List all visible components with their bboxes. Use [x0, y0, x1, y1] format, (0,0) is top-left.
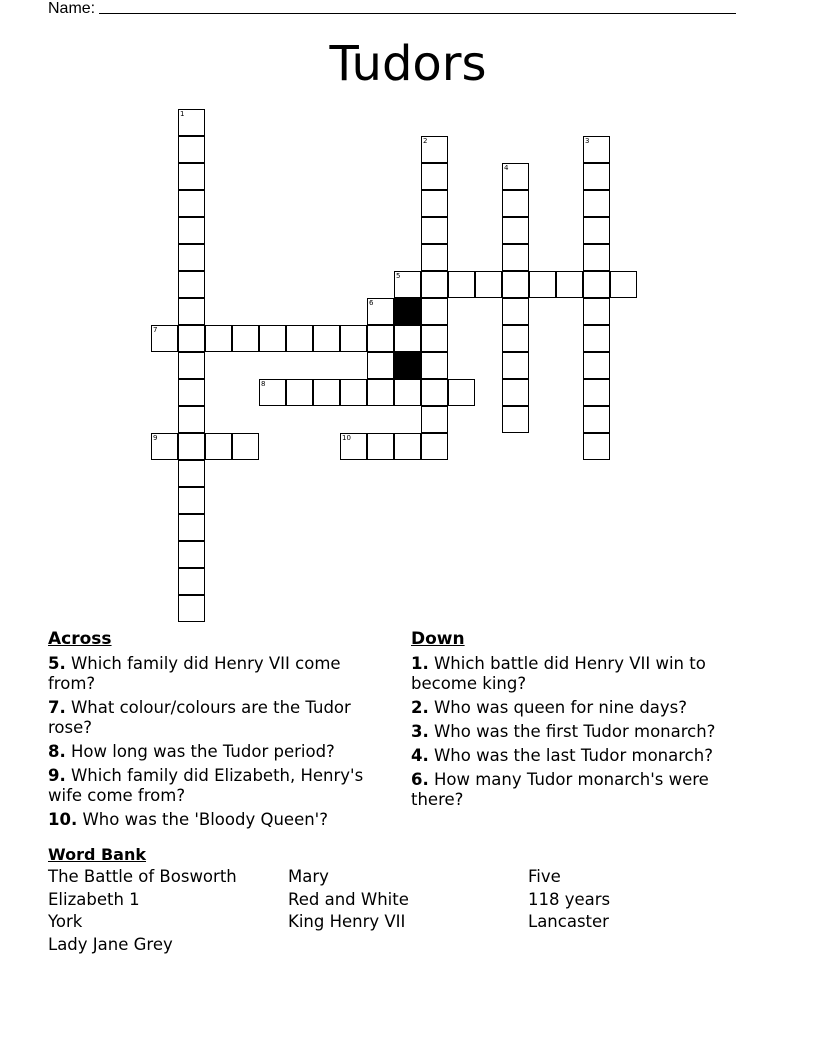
clue-label-number: 7. [48, 698, 66, 717]
down-clue [411, 698, 756, 718]
crossword-cell[interactable] [502, 271, 529, 298]
crossword-cell[interactable] [367, 379, 394, 406]
clue-text: How many Tudor monarch's were there? [411, 770, 709, 809]
crossword-cell[interactable] [583, 325, 610, 352]
clue-label-number: 5. [48, 654, 66, 673]
crossword-cell[interactable] [286, 325, 313, 352]
crossword-cell[interactable] [502, 217, 529, 244]
word-bank-item: 118 years [528, 889, 611, 909]
crossword-cell[interactable] [178, 487, 205, 514]
clue-label-number: 6. [411, 770, 429, 789]
clue-text: Which battle did Henry VII win to become king? [411, 654, 706, 693]
crossword-cell[interactable] [394, 379, 421, 406]
crossword-cell[interactable] [178, 298, 205, 325]
crossword-cell[interactable] [583, 352, 610, 379]
crossword-cell[interactable] [421, 217, 448, 244]
crossword-cell[interactable] [178, 514, 205, 541]
down-heading: Down [411, 629, 465, 649]
crossword-cell[interactable] [502, 352, 529, 379]
crossword-cell[interactable] [556, 271, 583, 298]
crossword-cell[interactable] [151, 433, 178, 460]
crossword-cell[interactable] [178, 163, 205, 190]
crossword-cell[interactable] [286, 379, 313, 406]
crossword-cell[interactable] [178, 352, 205, 379]
across-clue [48, 810, 388, 830]
crossword-cell[interactable] [178, 568, 205, 595]
clue-label-number: 9. [48, 766, 66, 785]
crossword-cell[interactable] [178, 325, 205, 352]
clue-label-number: 4. [411, 746, 429, 765]
crossword-cell[interactable] [259, 379, 286, 406]
crossword-cell[interactable] [475, 271, 502, 298]
crossword-cell[interactable] [421, 163, 448, 190]
crossword-cell[interactable] [313, 379, 340, 406]
across-clue-list [48, 654, 388, 830]
crossword-cell[interactable] [448, 271, 475, 298]
clue-number: 7 [153, 326, 158, 334]
clue-label-number: 1. [411, 654, 429, 673]
crossword-cell[interactable] [583, 406, 610, 433]
crossword-cell[interactable] [313, 325, 340, 352]
clue-number: 8 [261, 380, 266, 388]
crossword-cell[interactable] [502, 379, 529, 406]
clue-text: What colour/colours are the Tudor rose? [48, 698, 351, 737]
clue-label-number: 2. [411, 698, 429, 717]
page-title: Tudors [329, 36, 487, 92]
crossword-cell[interactable] [502, 325, 529, 352]
word-bank-heading: Word Bank [48, 845, 147, 864]
crossword-cell[interactable] [178, 541, 205, 568]
crossword-cell[interactable] [178, 190, 205, 217]
word-bank-item: King Henry VII [288, 912, 406, 931]
word-bank-item: Lady Jane Grey [48, 934, 173, 954]
crossword-cell[interactable] [340, 433, 367, 460]
crossword-cell[interactable] [502, 406, 529, 433]
crossword-cell[interactable] [394, 433, 421, 460]
across-heading: Across [48, 629, 112, 649]
crossword-cell[interactable] [394, 271, 421, 298]
crossword-cell[interactable] [367, 298, 394, 325]
word-bank-item: Red and White [288, 889, 409, 909]
crossword-cell[interactable] [421, 433, 448, 460]
crossword-cell[interactable] [502, 244, 529, 271]
crossword-cell[interactable] [502, 163, 529, 190]
crossword-cell[interactable] [394, 325, 421, 352]
clue-text: Which family did Elizabeth, Henry's wife come from? [48, 766, 364, 805]
crossword-cell[interactable] [421, 325, 448, 352]
crossword-cell[interactable] [583, 163, 610, 190]
crossword-cell[interactable] [178, 271, 205, 298]
clue-label-number: 10. [48, 810, 78, 829]
down-clue [411, 770, 756, 810]
crossword-cell[interactable] [583, 217, 610, 244]
crossword-cell[interactable] [448, 379, 475, 406]
crossword-cell[interactable] [340, 325, 367, 352]
crossword-cell[interactable] [178, 109, 205, 136]
down-clue [411, 654, 756, 694]
crossword-cell[interactable] [583, 271, 610, 298]
clue-number: 9 [153, 434, 158, 442]
clue-text: Which family did Henry VII come from? [48, 654, 341, 693]
crossword-cell[interactable] [178, 406, 205, 433]
clue-number: 1 [180, 110, 185, 118]
crossword-cell[interactable] [583, 190, 610, 217]
crossword-cell[interactable] [178, 217, 205, 244]
crossword-cell[interactable] [151, 325, 178, 352]
word-bank-item: Elizabeth 1 [48, 889, 140, 909]
crossword-cell[interactable] [178, 433, 205, 460]
crossword-cell[interactable] [178, 460, 205, 487]
clue-number: 2 [423, 137, 428, 145]
crossword-cell[interactable] [205, 433, 232, 460]
crossword-cell[interactable] [583, 298, 610, 325]
crossword-cell[interactable] [421, 271, 448, 298]
clue-text: Who was the first Tudor monarch? [428, 722, 716, 741]
crossword-black-cell [394, 298, 421, 325]
word-bank-item: Lancaster [528, 912, 609, 931]
crossword-cell[interactable] [421, 244, 448, 271]
crossword-cell[interactable] [421, 298, 448, 325]
crossword-cell[interactable] [421, 190, 448, 217]
name-label: Name: [48, 0, 96, 17]
clue-text: Who was queen for nine days? [428, 698, 688, 717]
word-bank-item: York [48, 912, 83, 931]
crossword-cell[interactable] [259, 325, 286, 352]
crossword-cell[interactable] [205, 325, 232, 352]
crossword-cell[interactable] [502, 298, 529, 325]
crossword-cell[interactable] [367, 433, 394, 460]
clue-number: 3 [585, 137, 590, 145]
crossword-black-cell [394, 352, 421, 379]
clue-number: 5 [396, 272, 401, 280]
crossword-cell[interactable] [421, 379, 448, 406]
clue-number: 4 [504, 164, 509, 172]
down-clue [411, 746, 756, 766]
across-clues [48, 628, 388, 834]
crossword-cell[interactable] [583, 244, 610, 271]
crossword-cell[interactable] [340, 379, 367, 406]
crossword-cell[interactable] [178, 595, 205, 622]
down-clue [411, 722, 756, 742]
crossword-cell[interactable] [502, 190, 529, 217]
crossword-cell[interactable] [583, 136, 610, 163]
word-bank-item: The Battle of Bosworth [48, 867, 237, 886]
crossword-cell[interactable] [421, 352, 448, 379]
crossword-cell[interactable] [232, 433, 259, 460]
crossword-cell[interactable] [178, 244, 205, 271]
crossword-cell[interactable] [583, 379, 610, 406]
clue-text: How long was the Tudor period? [65, 742, 335, 761]
down-clue-list [411, 654, 756, 810]
crossword-cell[interactable] [367, 325, 394, 352]
clue-label-number: 8. [48, 742, 66, 761]
crossword-cell[interactable] [367, 352, 394, 379]
across-clue [48, 742, 388, 762]
crossword-cell[interactable] [178, 136, 205, 163]
crossword-cell[interactable] [232, 325, 259, 352]
crossword-cell[interactable] [583, 433, 610, 460]
across-clue [48, 698, 388, 738]
crossword-cell[interactable] [178, 379, 205, 406]
across-clue [48, 766, 388, 806]
down-clues [411, 628, 756, 814]
word-bank-item: Mary [288, 867, 329, 886]
clue-number: 6 [369, 299, 374, 307]
clue-number: 10 [342, 434, 351, 442]
crossword-cell[interactable] [421, 136, 448, 163]
clue-text: Who was the 'Bloody Queen'? [77, 810, 328, 829]
across-clue [48, 654, 388, 694]
crossword-cell[interactable] [610, 271, 637, 298]
clue-text: Who was the last Tudor monarch? [428, 746, 713, 765]
clue-label-number: 3. [411, 722, 429, 741]
word-bank-item: Five [528, 867, 561, 886]
crossword-cell[interactable] [529, 271, 556, 298]
crossword-cell[interactable] [421, 406, 448, 433]
